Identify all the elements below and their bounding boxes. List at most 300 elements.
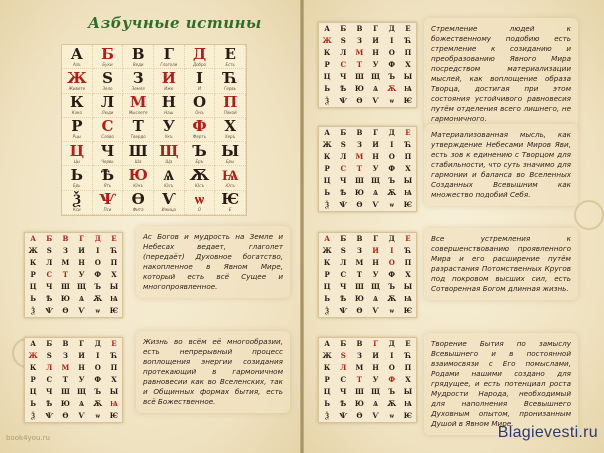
right-page	[304, 0, 604, 453]
mini-letter: ѡ	[389, 96, 394, 105]
mini-letter: З	[356, 36, 362, 45]
mini-letter: Ѕ	[46, 351, 52, 360]
letter-glyph: Ш	[128, 142, 148, 160]
mini-letter: У	[372, 60, 379, 69]
passage-4: Материализованная мысль, как утверждение Небесами Миров Яви, есть зов к единению с Творцом для стабильности, что суть значимо для гармонии и баланса во Вселенных Созданных Всевышним как множество подобий Себя.	[424, 124, 578, 206]
mini-letter: Ѵ	[372, 96, 379, 105]
mini-letter: Ч	[340, 282, 347, 291]
mini-letter: М	[61, 363, 70, 372]
letter-glyph: Щ	[159, 142, 179, 160]
mini-letter: Х	[111, 270, 117, 279]
watermark-blagievesti: Blagievesti.ru	[497, 424, 598, 441]
mini-letter: Ѫ	[387, 294, 397, 303]
letter-cell	[154, 191, 185, 215]
mini-letter: Ѕ	[340, 246, 346, 255]
mini-letter: Ћ	[404, 246, 412, 255]
mini-letter: Ж	[322, 246, 332, 255]
mini-letter: И	[372, 36, 379, 45]
mini-letter: Ѣ	[46, 399, 53, 408]
mini-letter: М	[355, 363, 364, 372]
letter-name: Наш	[164, 110, 174, 116]
letter-glyph: Ѣ	[100, 166, 115, 185]
mini-letter: Ѣ	[340, 188, 347, 197]
letter-glyph: Ѳ	[131, 190, 145, 209]
passage-6: Творение Бытия по замыслу Всевышнего и в постоянной взаимосвязи с Его помыслами, Родами нашими создано для грядущее, и есть потенциал роста Мудрости Народа, необходимый для наполнения Всевышнего Духовным опытом, пронизанным Душой в Явном Мире.	[424, 333, 578, 435]
letter-cell	[93, 69, 124, 93]
mini-letter: М	[355, 258, 364, 267]
mini-letter: О	[94, 363, 101, 372]
mini-letter: Ц	[29, 387, 37, 396]
mini-letter: П	[110, 363, 118, 372]
mini-letter: ѡ	[389, 200, 394, 209]
mini-letter: Ж	[28, 351, 38, 360]
mini-letter: Ѣ	[46, 294, 53, 303]
left-page	[0, 0, 300, 453]
mini-letter: Д	[94, 234, 101, 243]
letter-glyph: С	[101, 117, 114, 136]
mini-letter: Б	[46, 234, 53, 243]
mini-letter: С	[46, 270, 53, 279]
letter-name: Ять	[103, 183, 112, 189]
mini-letter: Ѩ	[110, 294, 118, 303]
mini-letter: И	[78, 351, 85, 360]
mini-letter: Ф	[388, 375, 396, 384]
letter-glyph: Ѧ	[163, 166, 175, 185]
mini-letter: С	[340, 164, 347, 173]
mini-letter: С	[340, 60, 347, 69]
mini-letter: Е	[111, 234, 117, 243]
letter-cell	[123, 142, 154, 166]
mini-letter: Ф	[94, 375, 102, 384]
mini-letter: Ц	[323, 387, 331, 396]
mini-letter: ѡ	[389, 306, 394, 315]
mini-letter: Ѯ	[325, 96, 329, 105]
mini-letter: У	[372, 375, 379, 384]
mini-letter: Ѵ	[372, 306, 379, 315]
mini-alphabet-table	[24, 232, 123, 318]
mini-letter: Ф	[94, 270, 102, 279]
mini-letter: Ѯ	[31, 306, 35, 315]
mini-letter: Д	[388, 339, 395, 348]
letter-name: Мыслете	[128, 110, 148, 116]
mini-letter: И	[372, 246, 379, 255]
mini-letter: Ѳ	[62, 306, 69, 315]
mini-letter: В	[356, 128, 363, 137]
letter-cell	[215, 45, 246, 69]
letter-glyph: Р	[71, 117, 83, 136]
mini-letter: К	[323, 152, 331, 161]
mini-letter: Щ	[371, 176, 381, 185]
mini-letter: Ѥ	[403, 411, 413, 420]
mini-letter: А	[30, 234, 36, 243]
mini-letter: Н	[78, 258, 85, 267]
mini-letter: П	[404, 152, 412, 161]
mini-letter: В	[356, 234, 363, 243]
mini-letter: Ѫ	[93, 399, 103, 408]
mini-letter: Ж	[322, 140, 332, 149]
letter-cell	[185, 94, 216, 118]
letter-glyph: У	[162, 117, 175, 136]
letter-name: И	[197, 85, 201, 91]
letter-name: Еры	[226, 158, 235, 164]
letter-name: Юсъ	[225, 183, 235, 189]
mini-letter: Ѩ	[404, 188, 412, 197]
mini-letter: О	[94, 258, 101, 267]
letter-cell	[215, 142, 246, 166]
mini-letter: Ъ	[388, 176, 396, 185]
letter-cell	[154, 118, 185, 142]
mini-letter: Ю	[60, 399, 70, 408]
mini-letter: М	[355, 152, 364, 161]
letter-cell	[93, 45, 124, 69]
mini-letter: Д	[94, 339, 101, 348]
mini-letter: Ь	[30, 294, 36, 303]
mini-letter: Ѵ	[372, 411, 379, 420]
letter-name: Азъ	[72, 61, 81, 67]
mini-letter: О	[388, 48, 395, 57]
letter-cell	[185, 142, 216, 166]
mini-letter: Ѳ	[356, 306, 363, 315]
mini-letter: Ю	[354, 399, 364, 408]
mini-letter: В	[356, 339, 363, 348]
letter-glyph: Ц	[69, 142, 85, 160]
mini-letter: Л	[340, 363, 347, 372]
mini-letter: Ы	[109, 282, 119, 291]
mini-letter: Ѩ	[404, 294, 412, 303]
letter-glyph: І	[195, 69, 203, 87]
letter-name: Пси	[103, 207, 112, 213]
mini-letter: Щ	[77, 387, 87, 396]
passage-1: Ас Богов и мудрость на Земле и Небесах ведает, глаголет (передаёт) Духовное богатство, накопленное в Явном Мире, который есть всё Сущее и многопроявленное.	[136, 226, 290, 298]
letter-cell	[62, 118, 93, 142]
mini-letter: Ю	[60, 294, 70, 303]
letter-glyph: Ѫ	[189, 166, 210, 185]
mini-letter: Г	[79, 234, 84, 243]
letter-name: Ша	[134, 158, 142, 164]
letter-cell	[62, 45, 93, 69]
mini-letter: У	[372, 270, 379, 279]
letter-cell	[154, 142, 185, 166]
letter-glyph: Ѵ	[161, 190, 176, 209]
mini-letter: Н	[372, 48, 379, 57]
letter-glyph: Ж	[66, 69, 87, 87]
mini-letter: Ѧ	[373, 399, 379, 408]
mini-letter: Ж	[322, 351, 332, 360]
letter-cell	[185, 69, 216, 93]
mini-letter: А	[30, 339, 36, 348]
letter-glyph: ѡ	[194, 190, 205, 209]
letter-glyph: О	[192, 93, 207, 112]
letter-glyph: М	[129, 93, 147, 112]
mini-letter: З	[356, 246, 362, 255]
mini-letter: І	[390, 140, 394, 149]
mini-letter: У	[372, 164, 379, 173]
passage-5: Все устремления к совершенствованию проявленного Мира и его расширение путём разрастания Потомственных Кругов под покровом высших сил, есть Сотворенная Богом длинная жизнь.	[424, 228, 578, 300]
mini-letter: Н	[78, 363, 85, 372]
mini-letter: Ѣ	[340, 399, 347, 408]
mini-letter: Щ	[371, 72, 381, 81]
mini-letter: К	[29, 363, 37, 372]
letter-name: Земля	[131, 85, 145, 91]
mini-letter: Ы	[403, 72, 413, 81]
letter-name: Слово	[101, 134, 114, 140]
mini-letter: С	[340, 375, 347, 384]
letter-name: Гервь	[224, 85, 237, 91]
mini-letter: Р	[324, 60, 330, 69]
mini-letter: Ѳ	[356, 96, 363, 105]
mini-letter: Ћ	[404, 36, 412, 45]
mini-letter: Ш	[60, 282, 70, 291]
mini-letter: Ь	[30, 399, 36, 408]
letter-name: Ферть	[192, 134, 207, 140]
mini-letter: Ш	[354, 176, 364, 185]
mini-letter: Ь	[324, 188, 330, 197]
mini-letter: Т	[356, 375, 363, 384]
mini-letter: Ѯ	[325, 200, 329, 209]
letter-glyph: Ћ	[222, 69, 238, 87]
mini-letter: У	[78, 270, 85, 279]
mini-letter: Ж	[28, 246, 38, 255]
letter-name: Покой	[223, 110, 237, 116]
mini-letter: М	[61, 258, 70, 267]
mini-letter: Ѥ	[109, 306, 119, 315]
mini-letter: И	[78, 246, 85, 255]
mini-letter: Ѯ	[325, 306, 329, 315]
mini-letter: Л	[340, 48, 347, 57]
mini-letter: І	[96, 246, 100, 255]
mini-letter: Г	[373, 234, 378, 243]
mini-letter: З	[62, 246, 68, 255]
mini-letter: З	[62, 351, 68, 360]
letter-cell	[185, 118, 216, 142]
letter-name: Червь	[101, 158, 114, 164]
mini-letter: Х	[405, 60, 411, 69]
mini-letter: Д	[388, 128, 395, 137]
letter-cell	[93, 94, 124, 118]
mini-letter: Е	[405, 339, 411, 348]
mini-letter: Ъ	[94, 387, 102, 396]
mini-letter: С	[46, 375, 53, 384]
letter-glyph: Ѩ	[221, 166, 239, 185]
mini-letter: А	[324, 24, 330, 33]
letter-glyph: Д	[192, 45, 207, 63]
mini-letter: Н	[372, 152, 379, 161]
mini-letter: Ѫ	[387, 84, 397, 93]
letter-cell	[123, 118, 154, 142]
mini-letter: Ѣ	[340, 294, 347, 303]
mini-letter: Ч	[340, 72, 347, 81]
mini-letter: Ѩ	[404, 84, 412, 93]
letter-glyph: В	[131, 45, 145, 63]
mini-letter: Ц	[29, 282, 37, 291]
mini-letter: Ъ	[388, 72, 396, 81]
letter-cell	[62, 142, 93, 166]
letter-glyph: З	[132, 69, 144, 87]
letter-glyph: Ѱ	[99, 190, 116, 209]
mini-letter: И	[372, 140, 379, 149]
mini-letter: Е	[405, 128, 411, 137]
letter-name: Еръ	[195, 158, 204, 164]
mini-letter: Р	[324, 375, 330, 384]
mini-letter: Ж	[322, 36, 332, 45]
letter-name: Укъ	[164, 134, 173, 140]
mini-letter: Ѵ	[372, 200, 379, 209]
mini-letter: Ѧ	[373, 188, 379, 197]
mini-letter: Ѯ	[325, 411, 329, 420]
mini-letter: Щ	[371, 282, 381, 291]
letter-name: Ща	[165, 158, 173, 164]
mini-letter: Т	[356, 270, 363, 279]
mini-letter: Ѯ	[31, 411, 35, 420]
mini-letter: Ь	[324, 84, 330, 93]
mini-letter: Г	[79, 339, 84, 348]
mini-letter: Х	[405, 164, 411, 173]
mini-letter: П	[404, 48, 412, 57]
mini-letter: Н	[372, 363, 379, 372]
letter-glyph: Ф	[192, 117, 207, 136]
letter-name: Ерь	[73, 183, 81, 189]
letter-cell	[185, 166, 216, 190]
mini-letter: Г	[373, 128, 378, 137]
mini-letter: ѡ	[95, 411, 100, 420]
mini-letter: П	[404, 363, 412, 372]
letter-cell	[123, 94, 154, 118]
mini-letter: Ѫ	[387, 188, 397, 197]
mini-letter: Ч	[340, 387, 347, 396]
mini-letter: Б	[340, 24, 347, 33]
letter-name: Добро	[192, 61, 206, 67]
letter-glyph: Е	[224, 45, 236, 63]
mini-letter: Ы	[403, 282, 413, 291]
letter-name: Фита	[132, 207, 144, 213]
letter-cell	[62, 69, 93, 93]
letter-name: Буки	[102, 61, 113, 67]
mini-letter: Ъ	[388, 282, 396, 291]
letter-cell	[215, 94, 246, 118]
letter-glyph: Ч	[100, 142, 115, 160]
mini-letter: Ѳ	[356, 411, 363, 420]
mini-letter: Х	[405, 270, 411, 279]
letter-cell	[185, 45, 216, 69]
letter-name: Юсъ	[194, 183, 205, 189]
mini-letter: Ш	[354, 72, 364, 81]
mini-letter: Л	[46, 363, 53, 372]
mini-letter: Ѧ	[373, 84, 379, 93]
mini-letter: И	[372, 351, 379, 360]
mini-letter: Ѕ	[340, 351, 346, 360]
mini-letter: І	[96, 351, 100, 360]
mini-letter: П	[110, 258, 118, 267]
letter-cell	[93, 166, 124, 190]
letter-glyph: К	[70, 93, 84, 112]
letter-glyph: Ъ	[192, 142, 207, 160]
mini-letter: А	[324, 234, 330, 243]
mini-letter: Ћ	[110, 246, 118, 255]
mini-letter: ѡ	[389, 411, 394, 420]
mini-alphabet-table	[24, 337, 123, 423]
letter-name: Юнъ	[133, 183, 144, 189]
mini-letter: Н	[372, 258, 379, 267]
letter-cell	[154, 166, 185, 190]
passage-2: Жизнь во всём её многообразии, есть непрерывный процесс воплощения энергии созидания протекающий в гармоничном равновесии как во Вселенских, так и Общинных формах бытия, есть всё Божественное.	[136, 331, 290, 413]
mini-letter: Р	[30, 375, 36, 384]
mini-alphabet-table	[318, 22, 417, 108]
mini-letter: Ю	[354, 294, 364, 303]
letter-glyph: А	[70, 45, 83, 63]
mini-letter: В	[62, 234, 69, 243]
mini-letter: Т	[356, 60, 363, 69]
mini-letter: Ѧ	[79, 294, 85, 303]
mini-letter: Ѱ	[339, 306, 348, 315]
mini-letter: К	[29, 258, 37, 267]
mini-letter: ѡ	[95, 306, 100, 315]
mini-letter: Ѩ	[110, 399, 118, 408]
mini-letter: А	[324, 339, 330, 348]
letter-name: Люди	[101, 110, 114, 116]
letter-name: Глаголи	[160, 61, 178, 67]
mini-letter: Т	[62, 375, 69, 384]
letter-name: Ижица	[161, 207, 176, 213]
mini-letter: Д	[388, 24, 395, 33]
mini-letter: Ы	[403, 176, 413, 185]
watermark-book4you: book4you.ru	[6, 434, 50, 442]
letter-cell	[185, 191, 216, 215]
mini-letter: Ѱ	[339, 96, 348, 105]
mini-letter: О	[388, 363, 395, 372]
mini-letter: К	[323, 363, 331, 372]
mini-letter: Р	[30, 270, 36, 279]
mini-letter: Б	[340, 339, 347, 348]
mini-letter: Ѕ	[340, 140, 346, 149]
mini-letter: Ѩ	[404, 399, 412, 408]
letter-glyph: Л	[100, 93, 115, 112]
mini-letter: Ъ	[94, 282, 102, 291]
mini-letter: Щ	[77, 282, 87, 291]
letter-glyph: Б	[101, 45, 114, 63]
mini-letter: В	[62, 339, 69, 348]
mini-letter: К	[323, 48, 331, 57]
mini-letter: Е	[405, 234, 411, 243]
mini-letter: Ч	[46, 387, 53, 396]
mini-letter: Ѧ	[373, 294, 379, 303]
letter-glyph: Ѕ	[102, 69, 113, 87]
letter-cell	[215, 69, 246, 93]
letter-name: Кси	[73, 207, 81, 213]
letter-name: Твердо	[130, 134, 146, 140]
mini-letter: Ѱ	[339, 411, 348, 420]
mini-letter: Ѳ	[356, 200, 363, 209]
mini-letter: Р	[324, 270, 330, 279]
mini-letter: Г	[373, 339, 378, 348]
alphabet-table	[61, 44, 247, 216]
mini-letter: Ю	[354, 188, 364, 197]
mini-letter: І	[390, 36, 394, 45]
mini-letter: Ѳ	[62, 411, 69, 420]
mini-letter: Ћ	[110, 351, 118, 360]
letter-glyph: Ы	[221, 142, 240, 160]
letter-name: Како	[71, 110, 82, 116]
mini-letter: Ћ	[404, 351, 412, 360]
mini-letter: С	[340, 270, 347, 279]
letter-cell	[154, 94, 185, 118]
mini-letter: Ѫ	[387, 399, 397, 408]
mini-letter: Ѱ	[45, 306, 54, 315]
letter-name: Зело	[102, 85, 113, 91]
mini-letter: Л	[46, 258, 53, 267]
mini-letter: Ц	[323, 72, 331, 81]
mini-letter: Ч	[340, 176, 347, 185]
mini-letter: Д	[388, 234, 395, 243]
